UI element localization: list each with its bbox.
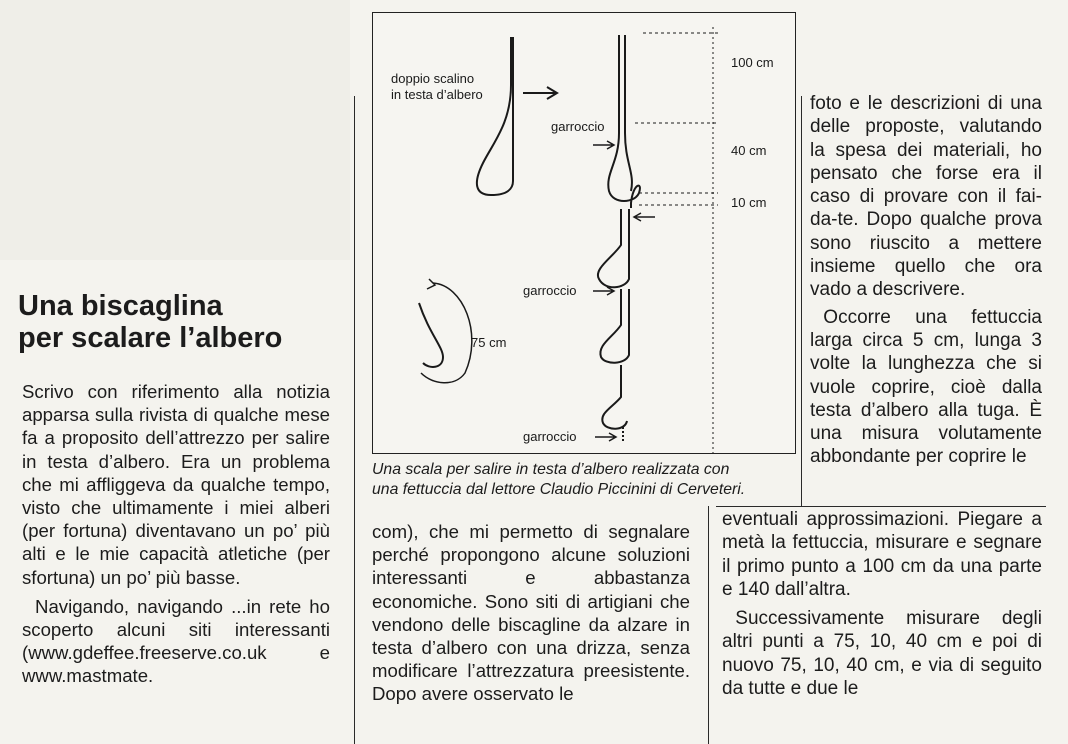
step-2: [598, 209, 629, 287]
arrow-double-step: [523, 87, 557, 99]
column-left: [22, 380, 330, 688]
label-hook-3: garroccio: [523, 429, 577, 444]
figure-frame: [372, 12, 796, 454]
detail-arrow-head: [427, 279, 435, 289]
label-double-step-1: doppio scalino: [391, 71, 475, 86]
arrow-hook-2: [593, 287, 614, 295]
caption-line-2: una fettuccia dal lettore Claudio Piccinini di Cerveteri.: [372, 481, 746, 498]
dim-label-75: 75 cm: [471, 335, 507, 350]
paragraph-6: eventuali approssimazioni. Piegare a metà la fettuccia, misurare e segnare il primo punto a 100 cm da una parte e 140 dall’altra.: [722, 509, 1042, 600]
paragraph-4: foto e le descrizioni di una delle proposte, valutando la spesa dei materiali, ho pensato che forse era il caso di provare con il fai-da-te. Dopo qualche prova sono riuscito a mettere insieme quello che ora vado a descrivere.: [810, 93, 1042, 301]
step-4: [602, 365, 627, 429]
paragraph-1: Scrivo con riferimento alla notizia apparsa sulla rivista di qualche mese fa a proposito dell’attrezzo per salire in testa d’albero. Era un problema che mi affliggeva da qualche tempo, visto che ultimamente i miei alberi (per fortuna) diventavano un po’ più alti e le mie capacità atletiche (per sfortuna) un po’ più basse.: [22, 381, 330, 588]
double-step-loop: [477, 37, 513, 195]
detail-arc: [421, 283, 472, 383]
column-right: [810, 92, 1042, 469]
dim-label-10: 10 cm: [731, 195, 767, 210]
figure-caption: [372, 460, 802, 500]
column-right-lower: [722, 508, 1042, 700]
rule-vertical-top-right: [801, 96, 802, 506]
rule-horizontal: [716, 506, 1046, 507]
detail-loop: [419, 303, 443, 367]
paragraph-3: com), che mi permetto di segnalare perché propongono alcune soluzioni interessanti e abbastanza economiche. Sono siti di artigiani che vendono delle biscagline da alzare in testa d’albero con una drizza, senza modificare l’attrezzatura preesistente. Dopo avere osservato le: [372, 521, 690, 705]
paragraph-2: Navigando, navigando ...in rete ho scoperto alcuni siti interessanti (www.gdeffee.freeserve.co.uk e www.mastmate.: [22, 595, 330, 687]
caption-line-1: Una scala per salire in testa d’albero realizzata con: [372, 461, 730, 478]
arrow-hook-1: [593, 141, 614, 149]
dim-label-40: 40 cm: [731, 143, 767, 158]
paragraph-7: Successivamente misurare degli altri punti a 75, 10, 40 cm e poi di nuovo 75, 10, 40 cm, e via di seguito da tutte e due le: [722, 608, 1042, 700]
ladder-diagram: [373, 13, 797, 455]
heading-line-1: Una biscaglina: [18, 290, 223, 322]
column-middle: [372, 520, 690, 706]
step-3: [600, 289, 629, 363]
bleed-top-left: [0, 0, 350, 260]
dim-label-100: 100 cm: [731, 55, 774, 70]
article-heading: [18, 290, 348, 354]
rule-vertical-right: [708, 506, 709, 744]
label-hook-2: garroccio: [523, 283, 577, 298]
heading-line-2: per scalare l’albero: [18, 322, 283, 354]
label-double-step-2: in testa d’albero: [391, 87, 483, 102]
label-hook-1: garroccio: [551, 119, 605, 134]
arrow-hook-3: [595, 433, 616, 441]
arrow-10: [634, 213, 655, 221]
paragraph-5: Occorre una fettuccia larga circa 5 cm, lunga 3 volte la lunghezza che si vuole coprire, cioè dalla testa d’albero alla tuga. È una misura volutamente abbondante per coprire le: [810, 306, 1042, 468]
rule-vertical-left: [354, 96, 355, 744]
main-strap-2: [625, 35, 632, 191]
